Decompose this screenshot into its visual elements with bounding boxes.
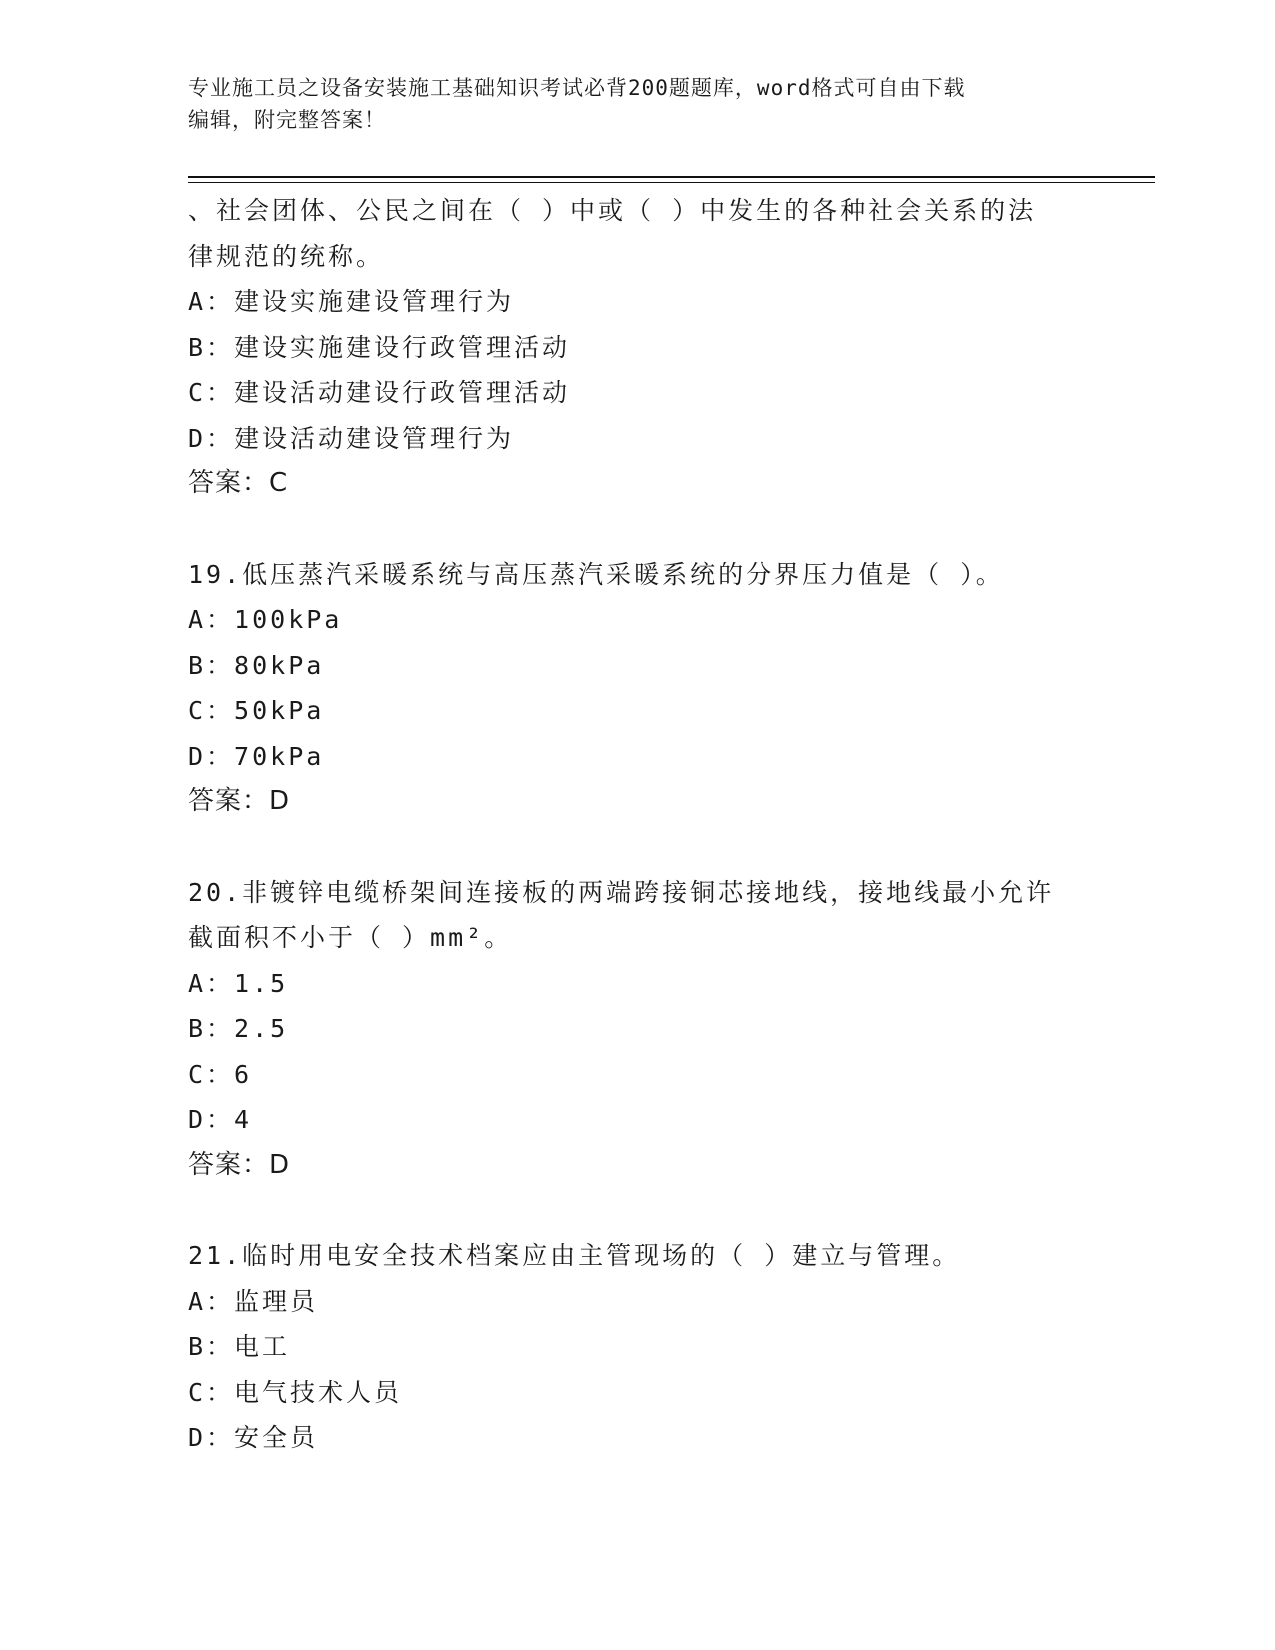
document-header bbox=[188, 72, 1068, 136]
option-b: B：电工 bbox=[188, 1332, 291, 1361]
question-19 bbox=[188, 552, 1088, 825]
option-d: D：70kPa bbox=[188, 741, 325, 771]
option-c: C：电气技术人员 bbox=[188, 1377, 403, 1407]
question-text-line: 20.非镀锌电缆桥架间连接板的两端跨接铜芯接地线，接地线最小允许 bbox=[188, 877, 1055, 907]
option-b: B：80kPa bbox=[188, 650, 325, 680]
header-title-line-1: 专业施工员之设备安装施工基础知识考试必背200题题库，word格式可自由下载 bbox=[188, 76, 966, 100]
option-b: B：建设实施建设行政管理活动 bbox=[188, 332, 571, 362]
answer-line: 答案：C bbox=[188, 468, 289, 498]
question-text-line: 律规范的统称。 bbox=[188, 241, 385, 271]
question-text-line: 、社会团体、公民之间在（ ）中或（ ）中发生的各种社会关系的法 bbox=[188, 196, 1037, 225]
option-c: C：6 bbox=[188, 1059, 253, 1089]
question-text-line: 19.低压蒸汽采暖系统与高压蒸汽采暖系统的分界压力值是（ ）。 bbox=[188, 559, 1004, 589]
question-continued bbox=[188, 188, 1088, 507]
option-b: B：2.5 bbox=[188, 1014, 289, 1043]
option-d: D：安全员 bbox=[188, 1423, 319, 1452]
option-d: D：建设活动建设管理行为 bbox=[188, 423, 515, 453]
option-c: C：建设活动建设行政管理活动 bbox=[188, 378, 571, 407]
question-text-line: 截面积不小于（ ）mm²。 bbox=[188, 923, 513, 952]
question-20 bbox=[188, 870, 1088, 1189]
option-d: D：4 bbox=[188, 1105, 253, 1134]
header-title-line-2: 编辑，附完整答案！ bbox=[188, 108, 386, 132]
answer-line: 答案：D bbox=[188, 786, 291, 816]
header-divider-thick bbox=[188, 176, 1155, 178]
option-a: A：建设实施建设管理行为 bbox=[188, 287, 515, 316]
option-a: A：1.5 bbox=[188, 968, 289, 998]
question-text-line: 21.临时用电安全技术档案应由主管现场的（ ）建立与管理。 bbox=[188, 1241, 961, 1270]
question-21 bbox=[188, 1233, 1088, 1461]
spacer bbox=[188, 825, 1088, 870]
spacer bbox=[188, 507, 1088, 552]
spacer bbox=[188, 1188, 1088, 1233]
header-divider-thin bbox=[188, 182, 1155, 183]
option-c: C：50kPa bbox=[188, 696, 325, 725]
option-a: A：监理员 bbox=[188, 1286, 319, 1316]
option-a: A：100kPa bbox=[188, 605, 343, 634]
answer-line: 答案：D bbox=[188, 1149, 291, 1180]
question-list bbox=[188, 188, 1088, 1461]
